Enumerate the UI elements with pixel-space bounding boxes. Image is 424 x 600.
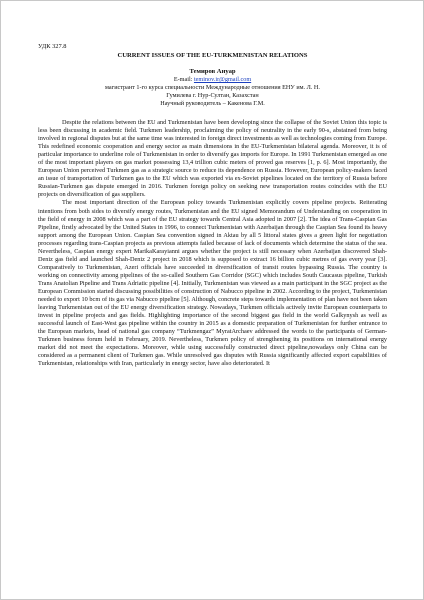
udk-code: УДК 327.8 (38, 43, 67, 50)
email-label: E-mail: (173, 76, 194, 83)
affiliation-line-1: магистрант 1-го курса специальности Международные отношения ЕНУ им. Л. Н. (105, 84, 320, 91)
email-line (38, 76, 387, 84)
email-link[interactable]: teminov.ir@gmail.com (193, 76, 252, 83)
supervisor-line: Научный руководитель – Какенова Г.М. (160, 100, 265, 107)
author-name: Темиров Ануар (189, 68, 236, 75)
paper-title: CURRENT ISSUES OF THE EU-TURKMENISTAN RELATIONS (117, 52, 308, 59)
affiliation-line-2: Гумилева г. Нур-Султан, Казахстан (166, 92, 259, 99)
paragraph: Despite the relations between the EU and Turkmenistan have been developing since the collapse of the Soviet Union this topic is less been discussing in academic field. Turkmen leadership, proclaiming the policy of neutrality in the early 90-s, abstained from being involved in regional disputes but at the same time was interested in foreign direct investments as well as technologies coming from Europe. This redefined economic cooperation and energy sector as main dimensions in the EU-Turkmenistan bilateral agenda. Moreover, it is of particular importance to underline role of Turkmenistan in order to diversify gas imports for Europe. In 1991 Turkmenistan emerged as one of the most important players on gas market possessing 13,4 trillion cubic meters of proved gas reserves [1, p. 6]. Most importantly, the European Union perceived Turkmen gas as a strategic source to reduce its dependence on Russia. However, European policy-makers faced an issue of transportation of Turkmen gas to the EU which was exported via ex-Soviet pipelines located on the territory of Russia before Russian-Turkmen gas dispute emerged in 2016. Turkmen foreign policy on seeking new transportation routes coincides with the EU projects on diversification of gas suppliers. (38, 119, 387, 199)
body-text (38, 119, 387, 368)
paragraph: The most important direction of the European policy towards Turkmenistan explicitly covers pipeline projects. Reiterating intentions from both sides to diversify energy routes, Turkmenistan and the EU signed Memorandum of Understanding on cooperation in the field of energy in 2008 which was a part of the EU strategy towards Central Asia adopted in 2007 [2]. The idea of Trans-Caspian Gas Pipeline, firstly advocated by the United States in 1996, to connect Turkmenistan with Azerbaijan through the Caspian Sea found its heavy support among the European Union. Caspian Sea convention signed in Aktau by all 5 littoral states gives a green light for negotiation processes regarding trans-Caspian projects as previous attempts failed because of lack of documents which determine the status of the sea. Nevertheless, Caspian energy expert MarikaKarayianni argues whether the project is still necessary when Azerbaijan discovered Shah-Deniz gas field and launched Shah-Deniz 2 project in 2018 which is supposed to extract 16 billion cubic metres of gas every year [3]. Comparatively to Turkmenistan, Azeri officials have succeeded in diversification of transit routes bypassing Russia. The country is working on connectivity among pipelines of the so-called Southern Gas Corridor (SGC) which includes South Caucasus pipeline, Turkish Trans Anatolian Pipeline and Trans Adriatic pipeline [4]. Initially, Turkmenistan was viewed as a main participant in the SGC project as the European Commission started discussing possibilities of construction of Nabucco pipeline in 2002. According to the project, Turkmenistan needed to export 10 bcm of its gas via Nabucco pipeline [5]. Although, concrete steps towards implementation of plan have not been taken leaving Turkmenistan out of the EU energy diversification strategy. Nowadays, Turkmen officials actively invite European counterparts to invest in pipeline projects and gas fields. Highlighting importance of the second biggest gas field in the world Galkynysh as well as successful launch of East-West gas pipeline within the country in 2015 as a domestic preparation of Turkmenistan for further entrance to the European markets, head of national gas company “Turkmengaz” MyratArchaev addressed the words to the participants of German-Turkmen business forum held in February, 2019. Nevertheless, Turkmen policy of strengthening its positions on international energy market did not meet the expectations. Moreover, while using successfully constructed direct pipeline,nowadays only China can be considered as a permanent client of Turkmen gas. While unresolved gas disputes with Russia significantly affected export capabilities of Turkmenistan, relationships with Iran, particularly in energy sector, have also deteriorated. It (38, 199, 387, 368)
